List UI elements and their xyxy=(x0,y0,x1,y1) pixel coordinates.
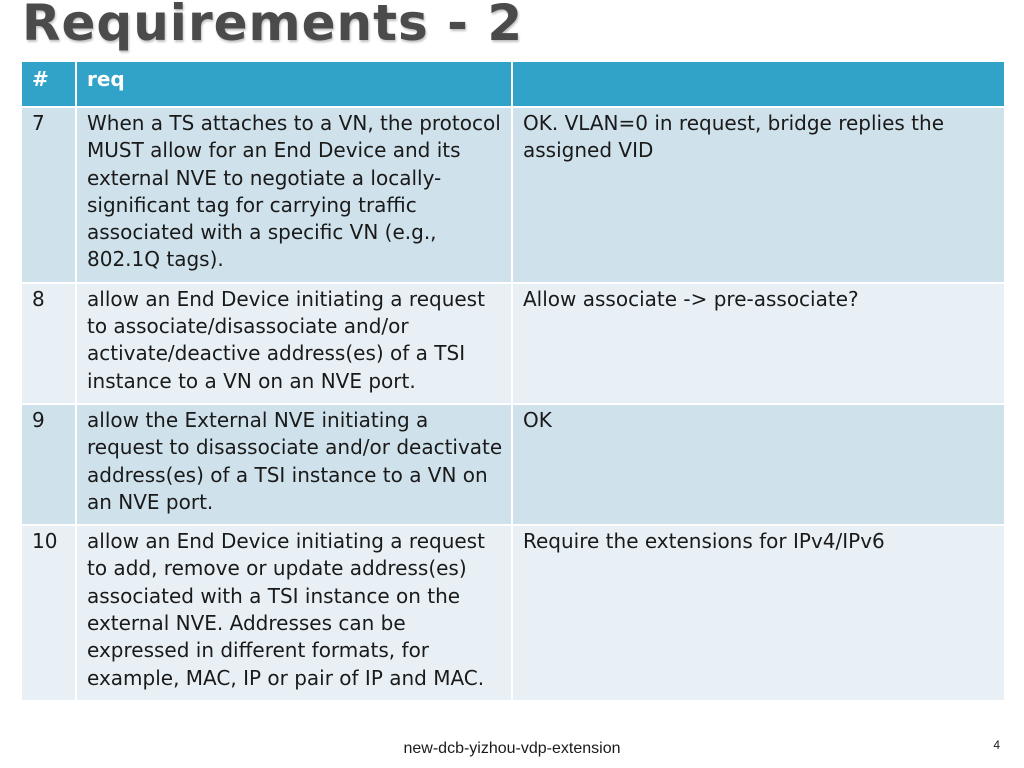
row-comment: Allow associate -> pre-associate? xyxy=(512,283,1005,404)
row-number: 10 xyxy=(21,525,76,701)
row-comment: Require the extensions for IPv4/IPv6 xyxy=(512,525,1005,701)
table-header-row xyxy=(21,61,1005,107)
header-number: # xyxy=(21,61,76,107)
row-number: 9 xyxy=(21,404,76,525)
row-requirement: allow an End Device initiating a request to add, remove or update address(es) associated with a TSI instance on the external NVE. Addresses can be expressed in different formats, for example, MAC, IP or pair of IP and MAC. xyxy=(76,525,512,701)
row-number: 7 xyxy=(21,107,76,283)
table-row xyxy=(21,107,1005,283)
table-row xyxy=(21,283,1005,404)
row-comment: OK. VLAN=0 in request, bridge replies the assigned VID xyxy=(512,107,1005,283)
header-comment xyxy=(512,61,1005,107)
slide-footer: new-dcb-yizhou-vdp-extension xyxy=(403,740,621,757)
row-number: 8 xyxy=(21,283,76,404)
row-requirement: allow an End Device initiating a request to associate/disassociate and/or activate/deactive address(es) of a TSI instance to a VN on an NVE port. xyxy=(76,283,512,404)
header-req: req xyxy=(76,61,512,107)
row-requirement: allow the External NVE initiating a request to disassociate and/or deactivate address(es) of a TSI instance to a VN on an NVE port. xyxy=(76,404,512,525)
requirements-table xyxy=(20,60,1006,702)
row-comment: OK xyxy=(512,404,1005,525)
row-requirement: When a TS attaches to a VN, the protocol MUST allow for an End Device and its external NVE to negotiate a locally-significant tag for carrying traffic associated with a specific VN (e.g., 802.1Q tags). xyxy=(76,107,512,283)
table-row xyxy=(21,525,1005,701)
table-row xyxy=(21,404,1005,525)
slide-title: Requirements - 2 xyxy=(22,0,524,52)
page-number: 4 xyxy=(993,738,1000,752)
